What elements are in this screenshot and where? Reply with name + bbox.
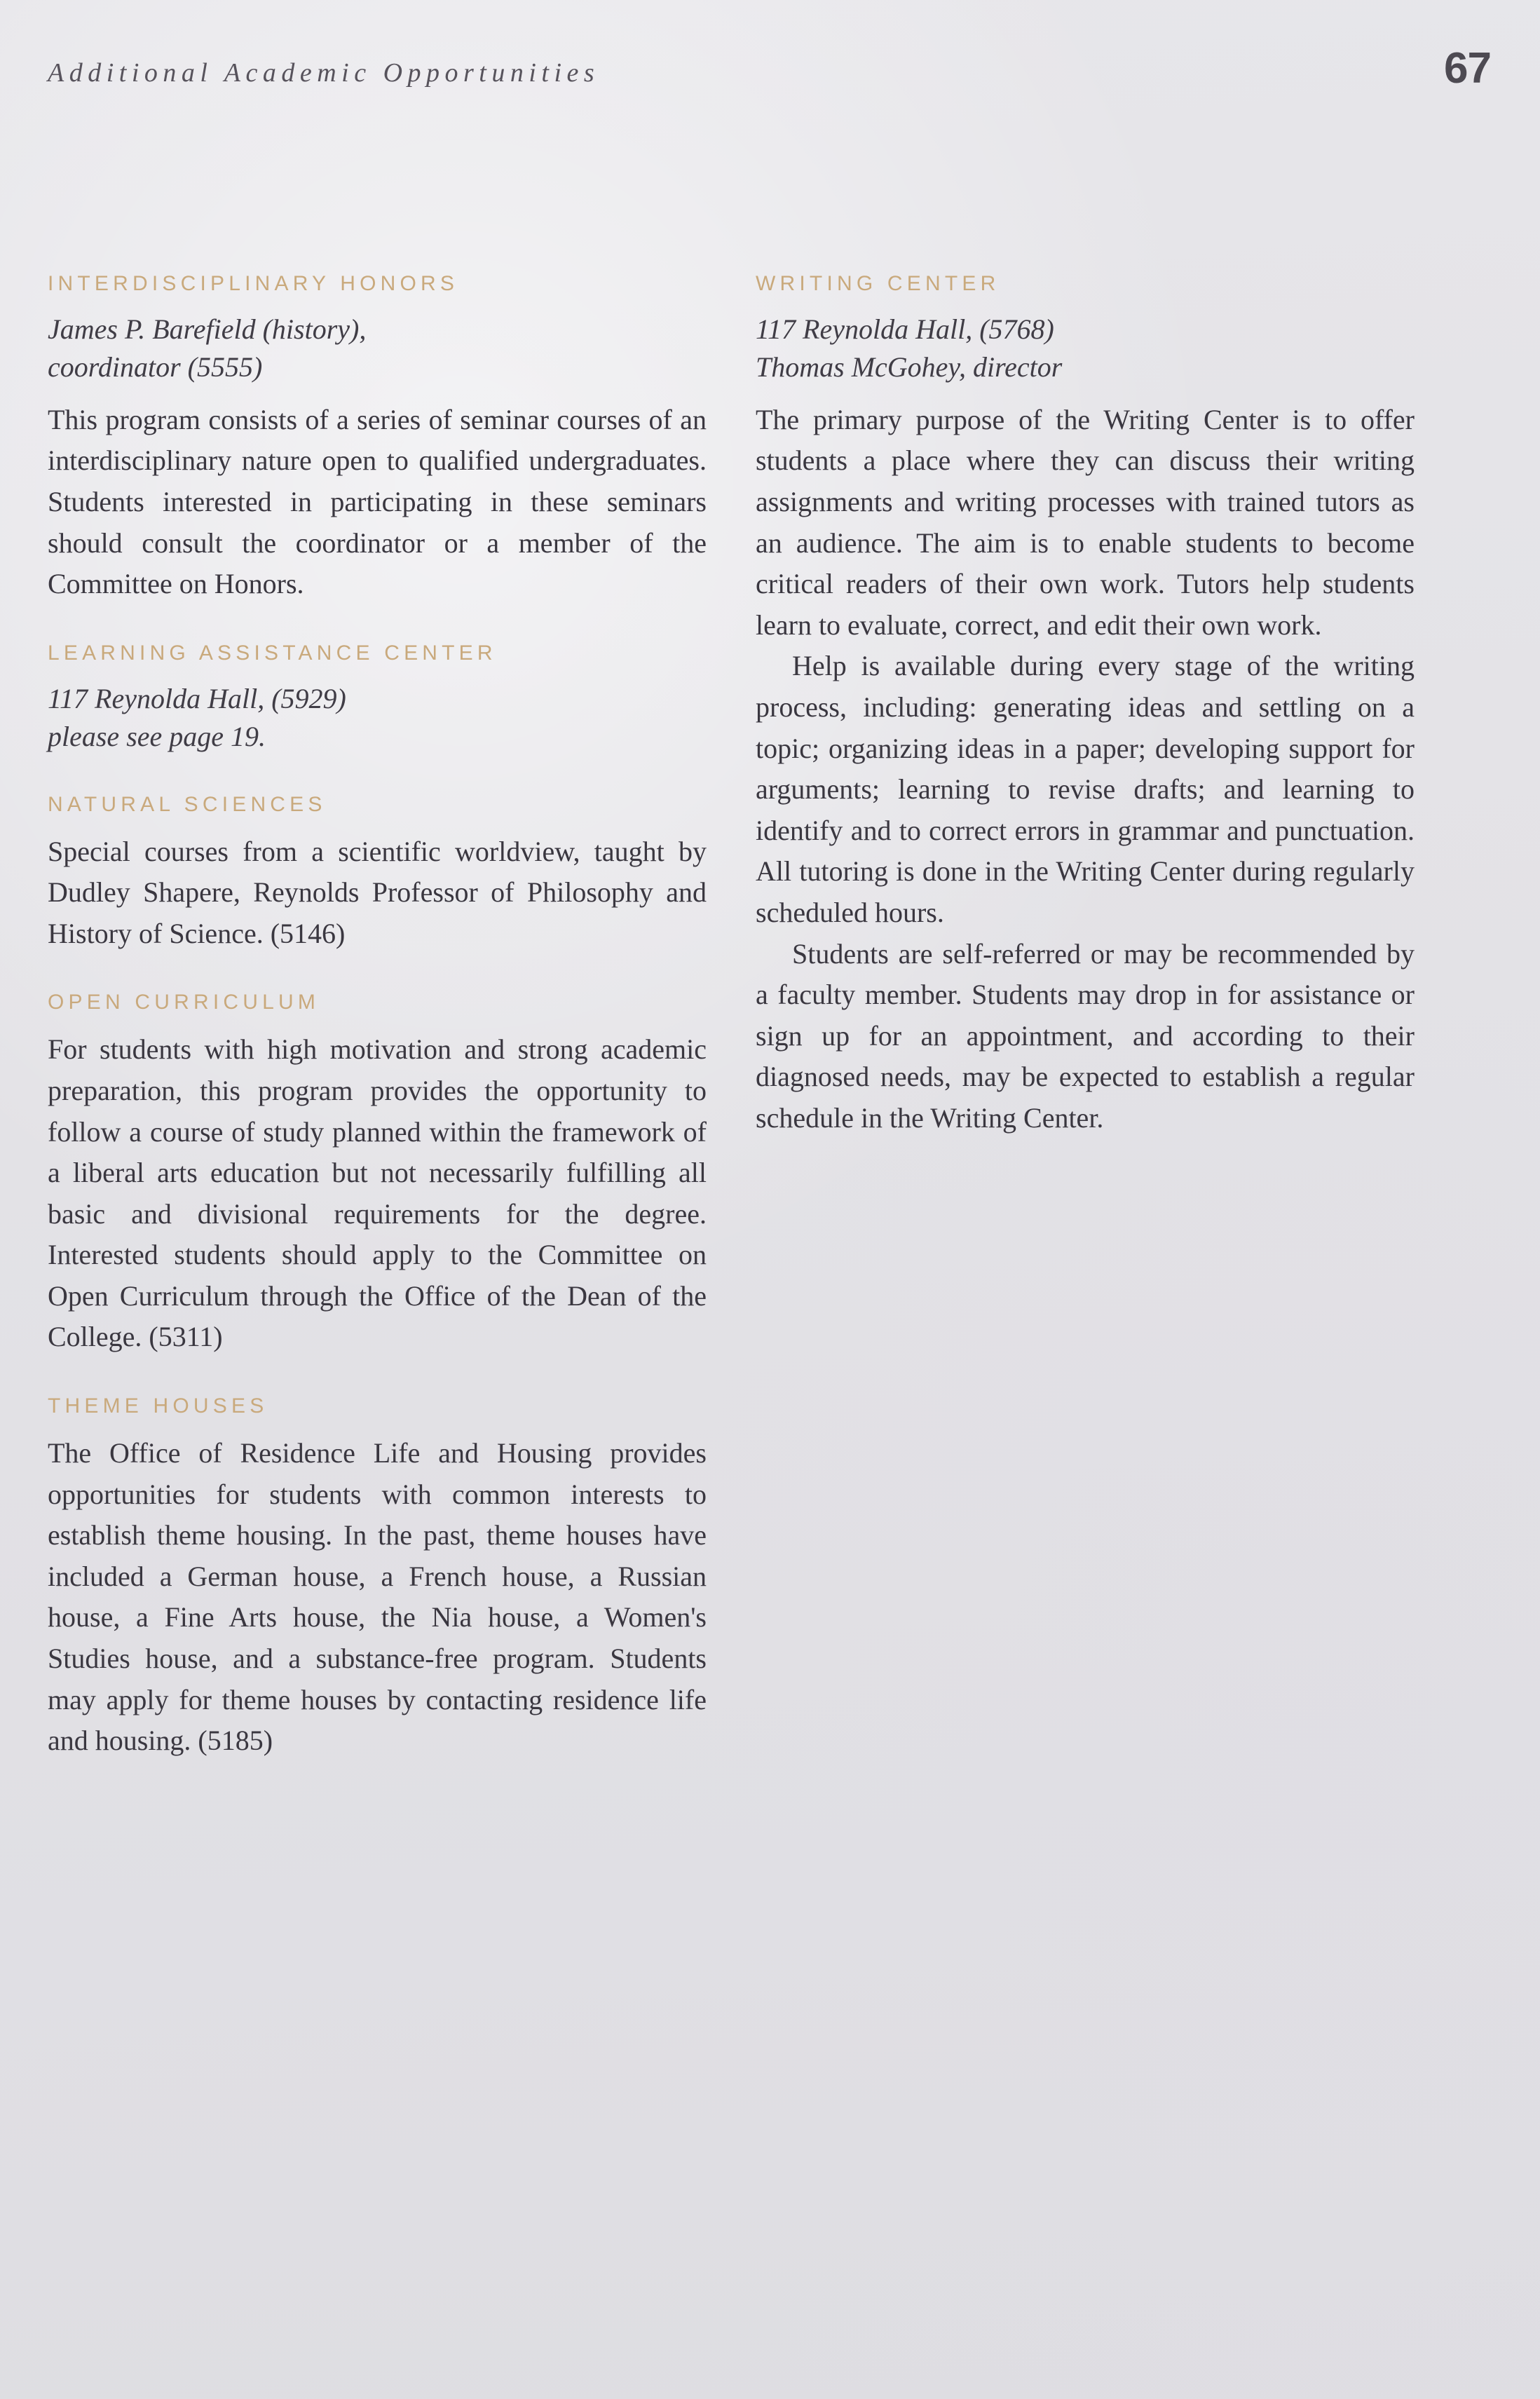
section-learning-assistance-center	[48, 641, 707, 756]
section-paragraph: The primary purpose of the Writing Center is to offer students a place where they can discuss their writing assignments and writing processes with trained tutors as an audience. The aim is to enable students to become critical readers of their own work. Tutors help students learn to evaluate, correct, and edit their own work.	[756, 403, 1415, 641]
section-heading: WRITING CENTER	[756, 272, 1000, 295]
two-column-body	[48, 272, 1479, 1793]
section-heading: OPEN CURRICULUM	[48, 991, 320, 1014]
section-heading: NATURAL SCIENCES	[48, 792, 327, 816]
section-natural-sciences	[48, 793, 707, 955]
section-contact: 117 Reynolda Hall, (5929) please see page 19.	[48, 682, 346, 753]
right-column	[756, 272, 1415, 1793]
section-heading: INTERDISCIPLINARY HONORS	[48, 272, 459, 295]
running-head: Additional Academic Opportunities	[48, 58, 600, 88]
left-column	[48, 272, 707, 1793]
section-heading: THEME HOUSES	[48, 1394, 268, 1418]
section-open-curriculum	[48, 991, 707, 1358]
page-number: 67	[1444, 44, 1491, 93]
section-writing-center	[756, 272, 1415, 1139]
section-theme-houses	[48, 1394, 707, 1762]
section-contact: 117 Reynolda Hall, (5768) Thomas McGohey, director	[756, 313, 1063, 383]
section-paragraph: Special courses from a scientific worldview, taught by Dudley Shapere, Reynolds Professor of Philosophy and History of Science. (5146)	[48, 835, 707, 949]
section-contact: James P. Barefield (history), coordinator (5555)	[48, 313, 367, 383]
section-paragraph: The Office of Residence Life and Housing provides opportunities for students with common interests to establish theme housing. In the past, theme houses have included a German house, a French house, a Russian house, a Fine Arts house, the Nia house, a Women's Studies house, and a substance-free program. Students may apply for theme houses by contacting residence life and housing. (5185)	[48, 1437, 707, 1757]
section-paragraph: For students with high motivation and strong academic preparation, this program provides the opportunity to follow a course of study planned within the framework of a liberal arts education but not necessarily fulfilling all basic and divisional requirements for the degree. Interested students should apply to the Committee on Open Curriculum through the Office of the Dean of the College. (5311)	[48, 1033, 707, 1353]
section-paragraph: This program consists of a series of seminar courses of an interdisciplinary nature open to qualified undergraduates. Students interested in participating in these seminars should consult the coordinator or a member of the Committee on Honors.	[48, 403, 707, 600]
section-heading: LEARNING ASSISTANCE CENTER	[48, 641, 497, 665]
section-interdisciplinary-honors	[48, 272, 707, 605]
section-paragraph: Students are self-referred or may be recommended by a faculty member. Students may drop in for assistance or sign up for an appointment, and according to their diagnosed needs, may be expected to establish a regular schedule in the Writing Center.	[756, 937, 1415, 1134]
section-paragraph: Help is available during every stage of the writing process, including: generating ideas and settling on a topic; organizing ideas in a paper; developing support for arguments; learning to revise drafts; and learning to identify and to correct errors in grammar and punctuation. All tutoring is done in the Writing Center during regularly scheduled hours.	[756, 650, 1415, 928]
